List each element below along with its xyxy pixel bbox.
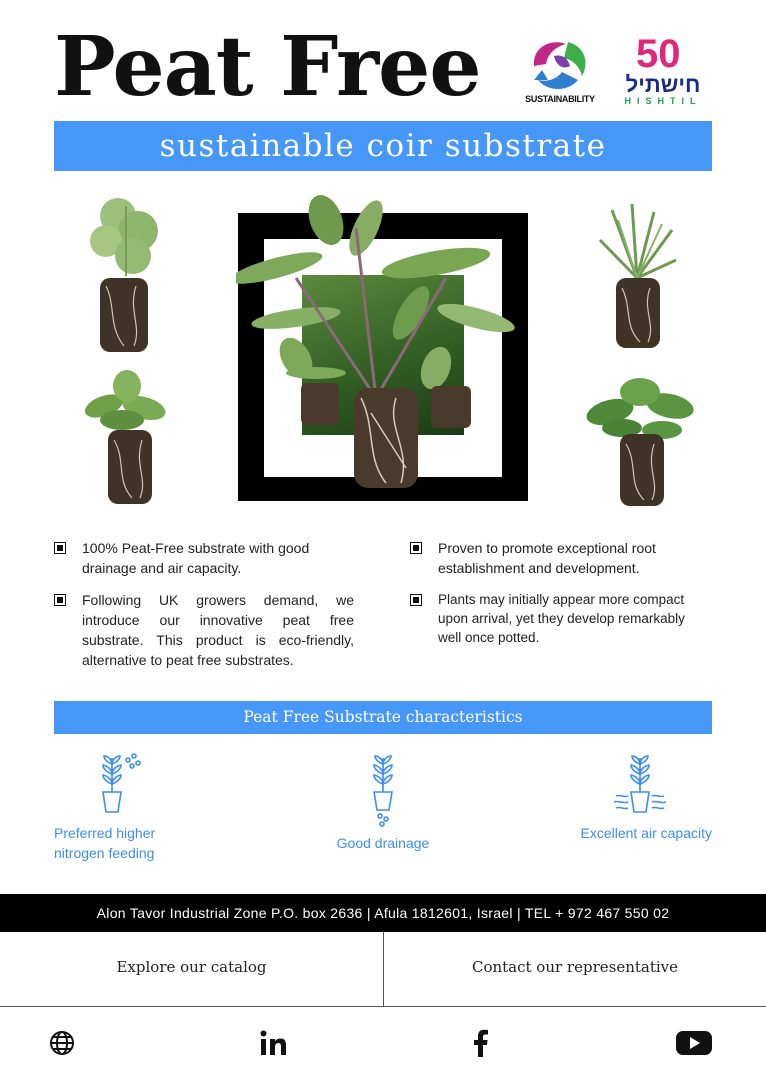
contact-representative-button[interactable]: Contact our representative	[471, 958, 679, 976]
list-item	[410, 538, 710, 578]
thyme-plant-image	[78, 186, 178, 356]
feature-nitrogen	[54, 752, 204, 863]
hishtil-hebrew-text: חישתיל	[625, 72, 701, 97]
youtube-icon	[675, 1029, 713, 1057]
feature-drainage	[308, 752, 458, 853]
feature-label: Preferred higher	[54, 825, 156, 841]
subtitle-banner: sustainable coir substrate	[54, 121, 712, 171]
characteristics-banner: Peat Free Substrate characteristics	[54, 701, 712, 734]
feature-air	[562, 752, 712, 843]
bullet-square-icon	[410, 594, 422, 606]
benefits-list	[54, 538, 712, 688]
website-link[interactable]	[48, 1026, 76, 1060]
linkedin-icon	[259, 1029, 289, 1057]
hishtil-50-text: 50	[636, 32, 681, 76]
plant-nutrients-icon	[94, 752, 144, 818]
hero-image	[0, 180, 766, 510]
feature-label: Excellent air capacity	[580, 825, 712, 841]
benefits-right-column	[410, 538, 710, 659]
youtube-link[interactable]	[674, 1026, 714, 1060]
list-item-text: Following UK growers demand, we introduce our innovative peat free substrate. This product is eco-friendly, alternative to peat free substrates.	[82, 592, 354, 668]
facebook-link[interactable]	[470, 1026, 492, 1060]
footer-address: Alon Tavor Industrial Zone P.O. box 2636 | Afula 1812601, Israel | TEL + 972 467 550 02	[0, 894, 766, 932]
linkedin-link[interactable]	[258, 1026, 290, 1060]
plant-air-icon	[612, 752, 668, 818]
feature-label: Good drainage	[336, 835, 430, 851]
page-title: Peat Free	[54, 19, 481, 115]
sustainability-logo	[524, 36, 596, 108]
recycle-leaves-icon	[524, 36, 596, 94]
list-item	[54, 538, 354, 578]
parsley-plant-image	[582, 372, 700, 508]
list-item-text: Proven to promote exceptional root establishment and development.	[438, 540, 656, 576]
sustainability-logo-text: SUSTAINABILITY	[525, 94, 595, 104]
explore-catalog-button[interactable]: Explore our catalog	[0, 932, 384, 1006]
list-item-text: Plants may initially appear more compact upon arrival, yet they develop remarkably well once potted.	[438, 592, 685, 645]
bullet-square-icon	[54, 594, 66, 606]
list-item	[54, 590, 354, 670]
sage-plant-image	[236, 188, 536, 498]
feature-label-line2: nitrogen feeding	[54, 845, 155, 861]
hishtil-logo	[612, 34, 714, 108]
list-item-text: 100% Peat-Free substrate with good drainage and air capacity.	[82, 540, 310, 576]
bullet-square-icon	[410, 542, 422, 554]
plant-drainage-icon	[363, 752, 403, 828]
footer-divider	[0, 1006, 766, 1007]
benefits-left-column	[54, 538, 354, 682]
bullet-square-icon	[54, 542, 66, 554]
globe-icon	[49, 1030, 75, 1056]
rosemary-plant-image	[592, 200, 682, 350]
list-item	[410, 590, 710, 647]
facebook-icon	[473, 1029, 489, 1057]
hishtil-logo-text: HISHTIL	[624, 96, 702, 106]
basil-plant-image	[82, 368, 172, 508]
